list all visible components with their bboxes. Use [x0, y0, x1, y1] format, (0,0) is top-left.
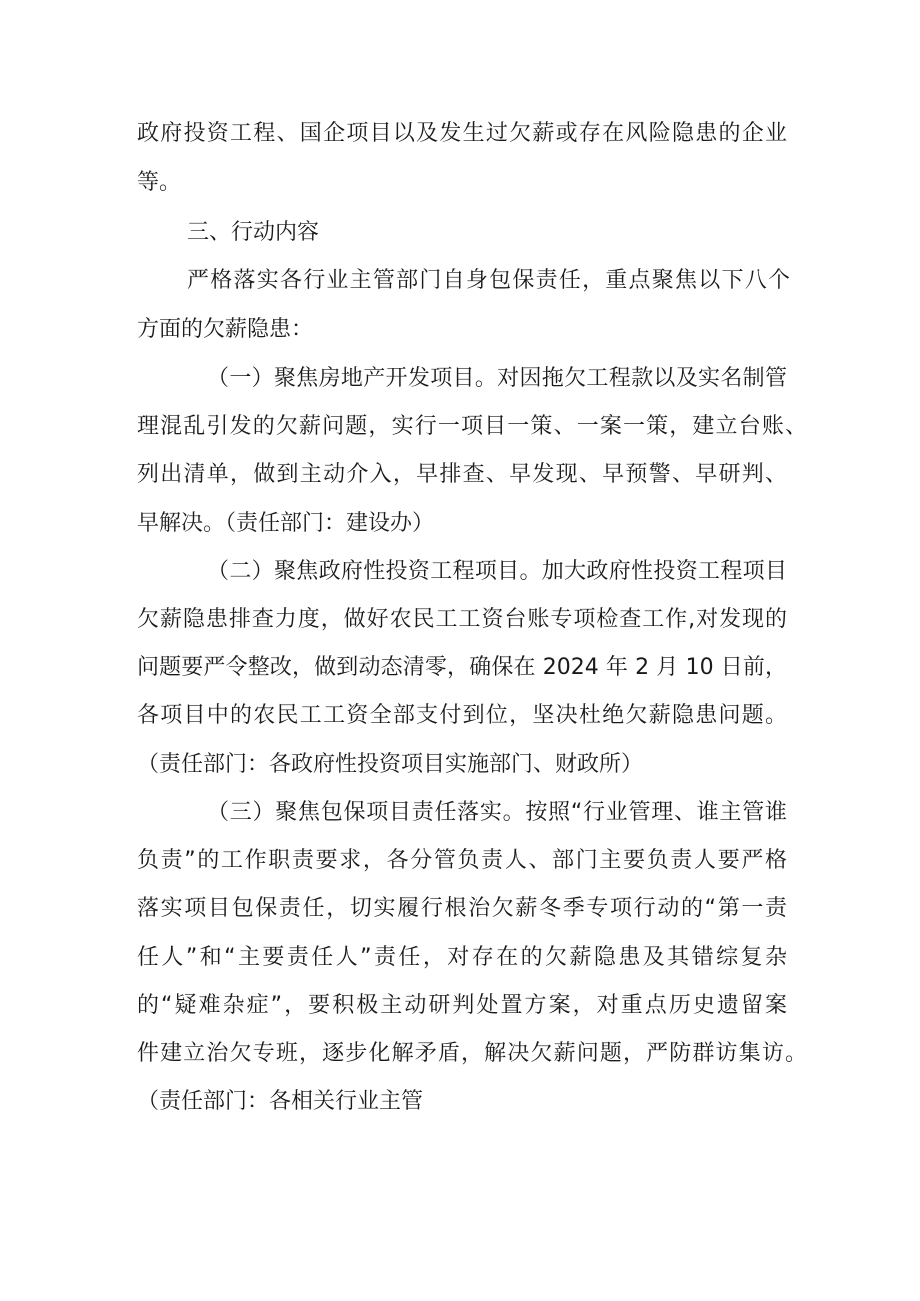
line-text: 负责”的工作职责要求，各分管负责人、部门主要负责人要严格 [137, 848, 787, 873]
text-line [137, 460, 787, 490]
line-text: （二）聚焦政府性投资工程项目。加大政府性投资工程项目 [207, 559, 787, 584]
line-text: 理混乱引发的欠薪问题，实行一项目一策、一案一策，建立台账、 [137, 414, 807, 439]
line-text: 方面的欠薪隐患： [137, 317, 314, 342]
text-line [137, 1039, 807, 1069]
line-text: 各项目中的农民工工资全部支付到位，坚决杜绝欠薪隐患问题。 [137, 703, 787, 728]
line-text: 问题要严令整改，做到动态清零，确保在 2024 年 2 月 10 日前， [137, 655, 787, 680]
line-text: （一）聚焦房地产开发项目。对因拖欠工程款以及实名制管 [207, 366, 787, 391]
text-line [207, 798, 787, 828]
line-text: 列出清单，做到主动介入，早排查、早发现、早预警、早研判、 [137, 462, 787, 487]
text-line [137, 750, 643, 780]
text-line [137, 605, 787, 635]
line-text: 任人”和“主要责任人”责任，对存在的欠薪隐患及其错综复杂 [137, 945, 787, 970]
text-line [137, 509, 434, 539]
text-line [137, 1087, 423, 1117]
line-text: 欠薪隐患排查力度，做好农民工工资台账专项检查工作,对发现的 [137, 607, 787, 632]
text-line [137, 412, 807, 442]
line-text: 政府投资工程、国企项目以及发生过欠薪或存在风险隐患的企业 [137, 121, 787, 146]
line-text: （责任部门：各相关行业主管 [137, 1089, 424, 1114]
text-line [137, 846, 787, 876]
line-text: 等。 [137, 170, 182, 195]
text-line [137, 168, 181, 198]
line-text: 落实项目包保责任，切实履行根治欠薪冬季专项行动的“第一责 [137, 896, 787, 921]
text-line [137, 315, 313, 345]
text-line [137, 894, 787, 924]
line-text: 件建立治欠专班，逐步化解矛盾，解决欠薪问题，严防群访集访。 [137, 1041, 807, 1066]
section-heading [187, 218, 319, 248]
text-line [137, 701, 787, 731]
text-line [137, 119, 787, 149]
text-line [207, 364, 787, 394]
text-line [207, 557, 787, 587]
line-text: （责任部门：各政府性投资项目实施部门、财政所） [137, 752, 644, 777]
line-text: 早解决。（责任部门：建设办） [137, 511, 435, 536]
line-text: 的“疑难杂症”，要积极主动研判处置方案，对重点历史遗留案 [137, 993, 787, 1018]
section-heading-text: 三、行动内容 [187, 220, 320, 245]
text-line [137, 991, 787, 1021]
text-line [137, 943, 787, 973]
line-text: 严格落实各行业主管部门自身包保责任，重点聚焦以下八个 [187, 268, 790, 293]
text-line [187, 266, 790, 296]
text-line [137, 653, 787, 683]
line-text: （三）聚焦包保项目责任落实。按照“行业管理、谁主管谁 [207, 800, 787, 825]
